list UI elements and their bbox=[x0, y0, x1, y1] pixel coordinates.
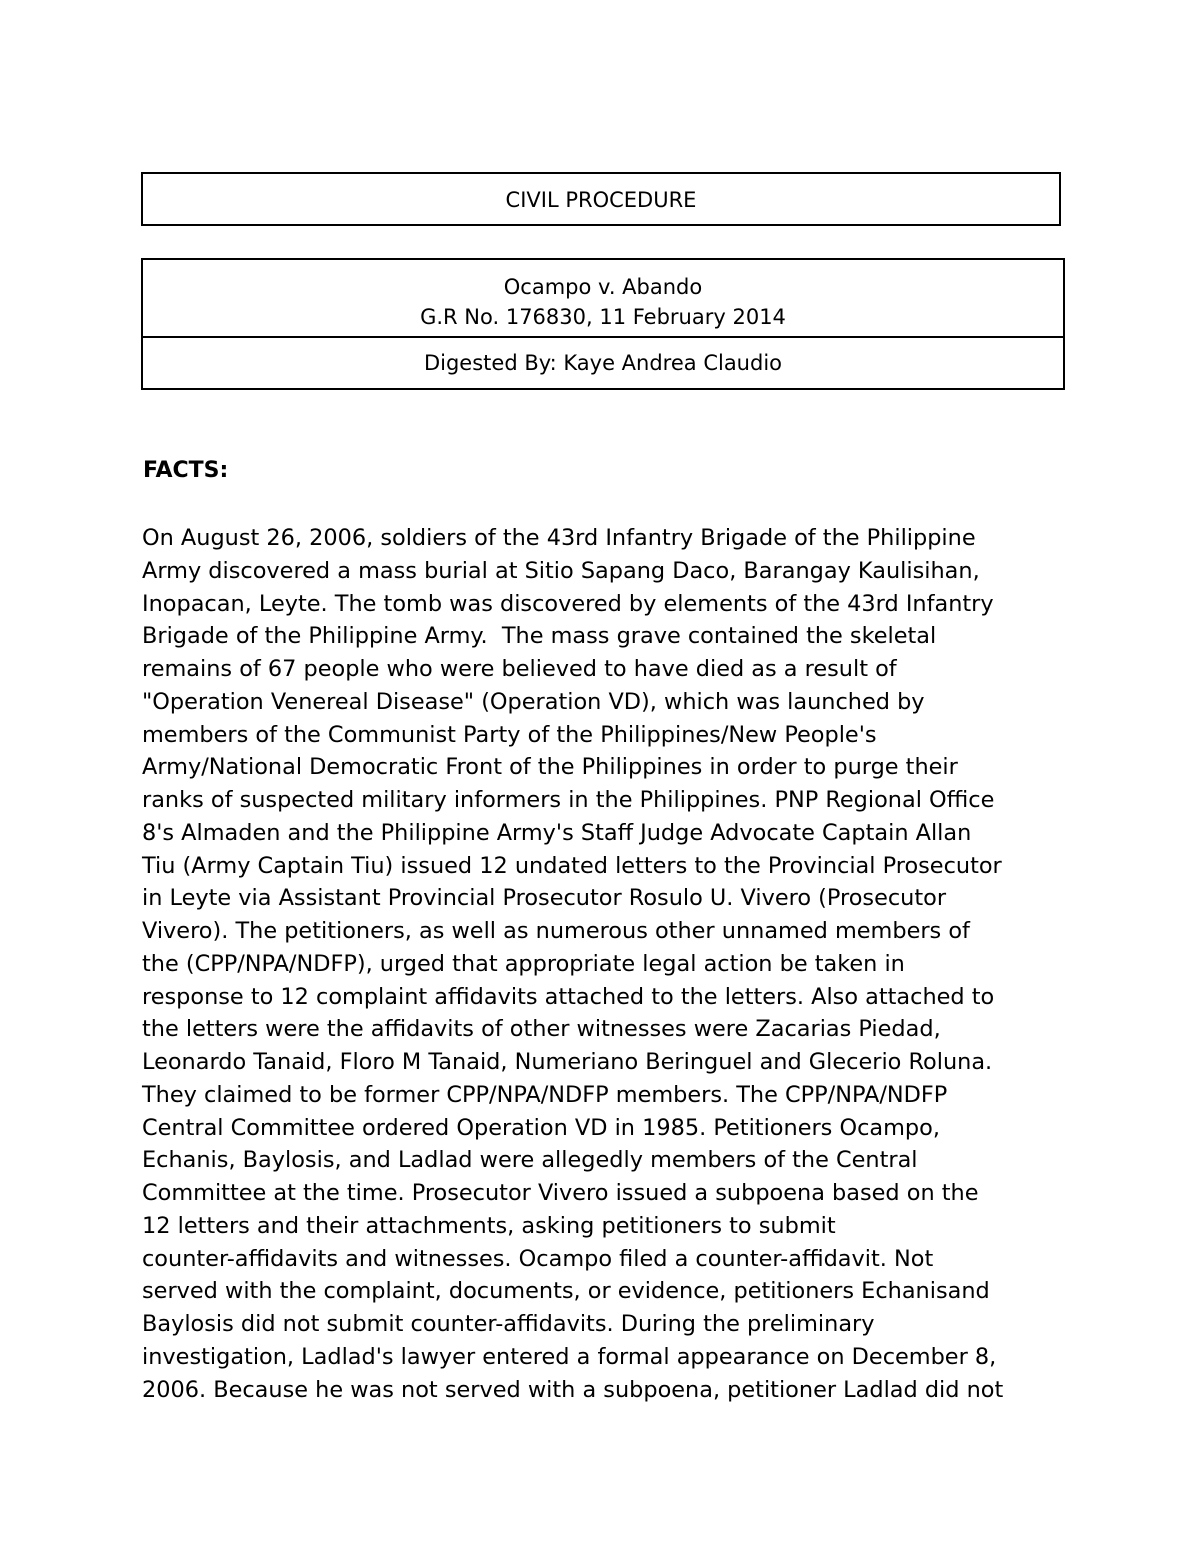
facts-heading: FACTS: bbox=[143, 458, 229, 483]
digested-by: Digested By: Kaye Andrea Claudio bbox=[423, 351, 783, 375]
case-info-box bbox=[141, 258, 1065, 390]
digested-by-cell bbox=[143, 338, 1063, 388]
case-citation: G.R No. 176830, 11 February 2014 bbox=[420, 305, 786, 329]
case-title-cell bbox=[143, 260, 1063, 338]
facts-body: On August 26, 2006, soldiers of the 43rd Infantry Brigade of the Philippine Army discovered a mass burial at Sitio Sapang Daco, Barangay Kaulisihan, Inopacan, Leyte. The tomb was discovered by elements of the 43rd Infantry Brigade of the Philippine Army. The mass grave contained the skeletal remains of 67 people who were believed to have died as a result of "Operation Venereal Disease" (Operation VD), which was launched by members of the Communist Party of the Philippines/New People's Army/National Democratic Front of the Philippines in order to purge their ranks of suspected military informers in the Philippines. PNP Regional Office 8's Almaden and the Philippine Army's Staff Judge Advocate Captain Allan Tiu (Army Captain Tiu) issued 12 undated letters to the Provincial Prosecutor in Leyte via Assistant Provincial Prosecutor Rosulo U. Vivero (Prosecutor Vivero). The petitioners, as well as numerous other unnamed members of the (CPP/NPA/NDFP), urged that appropriate legal action be taken in response to 12 complaint affidavits attached to the letters. Also attached to the letters were the affidavits of other witnesses were Zacarias Piedad, Leonardo Tanaid, Floro M Tanaid, Numeriano Beringuel and Glecerio Roluna. They claimed to be former CPP/NPA/NDFP members. The CPP/NPA/NDFP Central Committee ordered Operation VD in 1985. Petitioners Ocampo, Echanis, Baylosis, and Ladlad were allegedly members of the Central Committee at the time. Prosecutor Vivero issued a subpoena based on the 12 letters and their attachments, asking petitioners to submit counter-affidavits and witnesses. Ocampo filed a counter-affidavit. Not served with the complaint, documents, or evidence, petitioners Echanisand Baylosis did not submit counter-affidavits. During the preliminary investigation, Ladlad's lawyer entered a formal appearance on December 8, 2006. Because he was not served with a subpoena, petitioner Ladlad did not bbox=[142, 525, 1004, 1403]
case-title: Ocampo v. Abando bbox=[503, 275, 703, 299]
subject-title: CIVIL PROCEDURE bbox=[505, 188, 697, 212]
subject-box bbox=[141, 172, 1061, 226]
